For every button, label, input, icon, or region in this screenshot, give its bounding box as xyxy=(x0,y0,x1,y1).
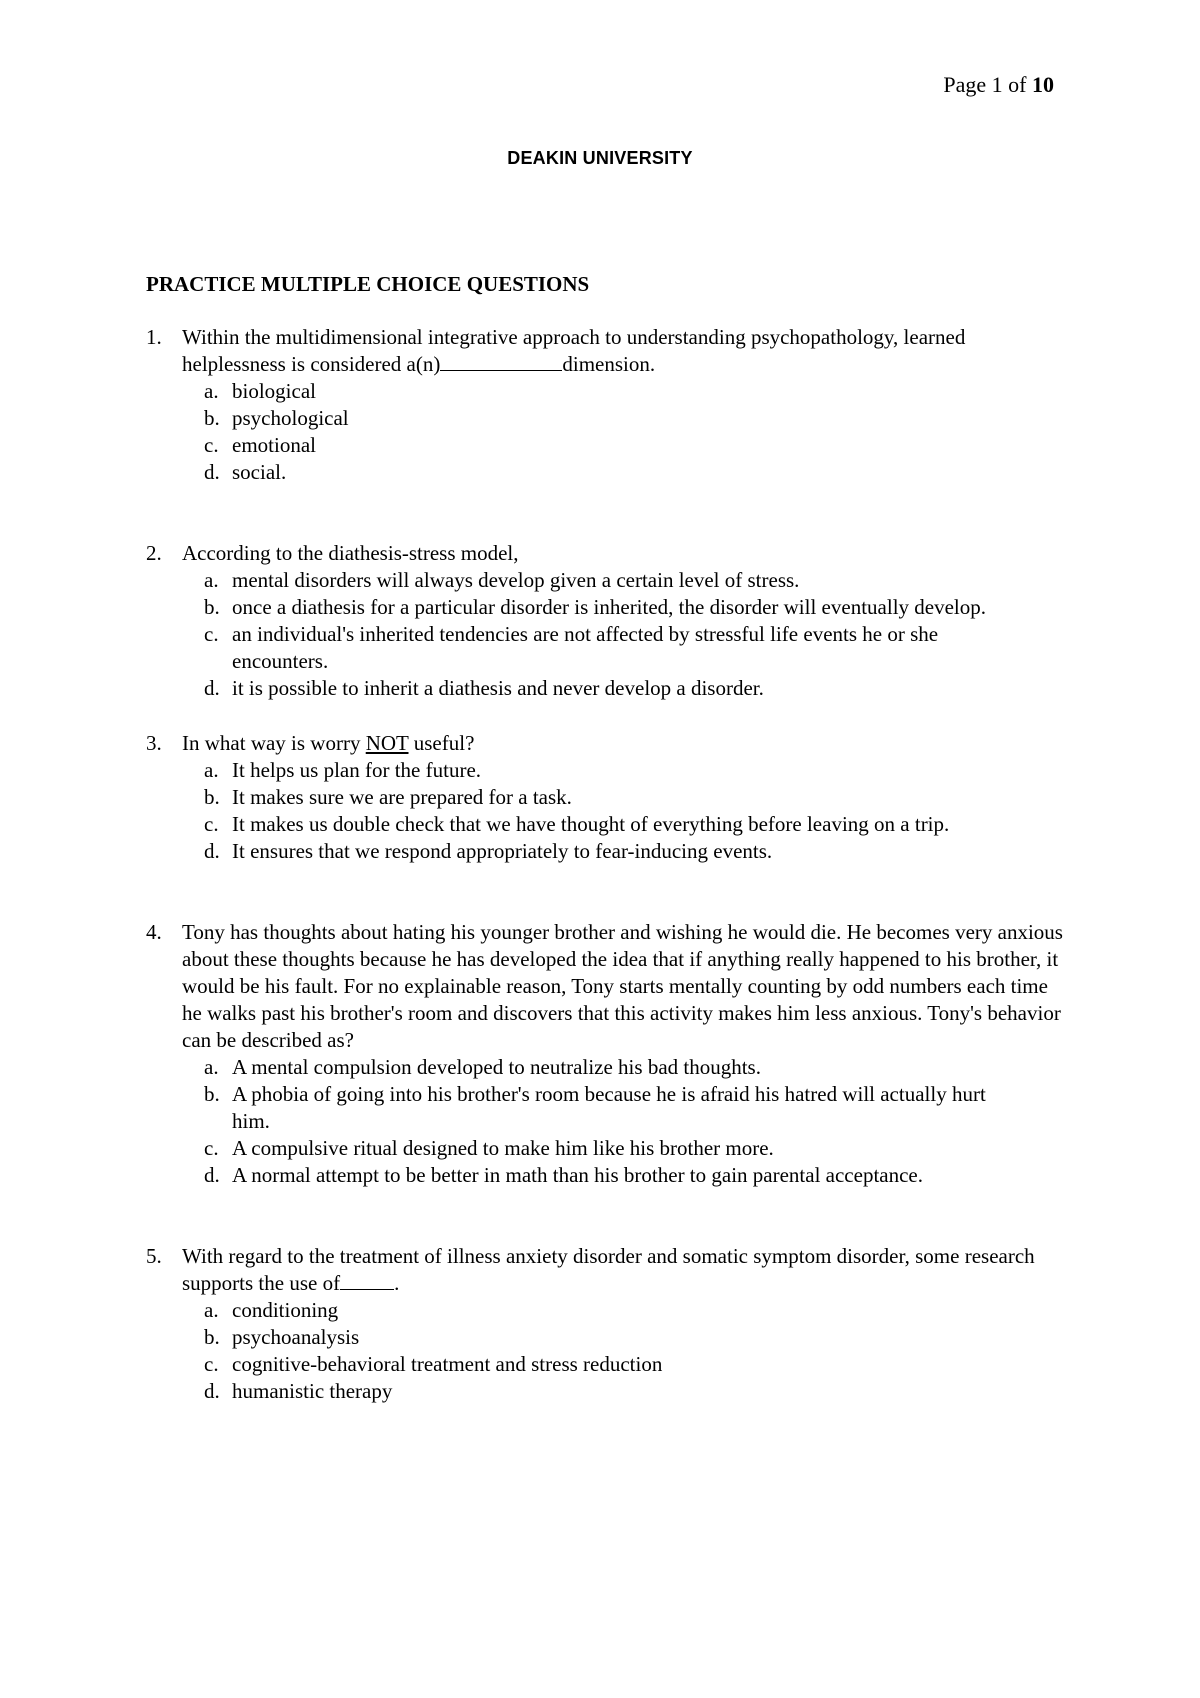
option-letter: a. xyxy=(204,1298,219,1322)
page-label: Page 1 of xyxy=(943,72,1027,97)
question-1 xyxy=(146,324,1066,486)
option-d xyxy=(182,675,1066,702)
option-letter: a. xyxy=(204,758,219,782)
option-letter: b. xyxy=(204,406,220,430)
question-number: 4. xyxy=(146,920,162,944)
option-letter: b. xyxy=(204,1082,220,1106)
option-a xyxy=(182,1054,1066,1081)
option-d xyxy=(182,838,1066,865)
option-text: once a diathesis for a particular disorder is inherited, the disorder will eventually develop. xyxy=(232,595,987,619)
option-a xyxy=(182,757,1066,784)
option-text: A normal attempt to be better in math than his brother to gain parental acceptance. xyxy=(232,1163,924,1187)
emphasis-not: NOT xyxy=(365,731,409,755)
section-title: PRACTICE MULTIPLE CHOICE QUESTIONS xyxy=(146,272,590,296)
question-stem: Within the multidimensional integrative approach to understanding psychopathology, learned helplessness is considered a(n) xyxy=(182,325,966,376)
question-text: According to the diathesis-stress model, xyxy=(182,541,519,565)
question-stem-end: useful? xyxy=(413,731,475,755)
question-number: 3. xyxy=(146,731,162,755)
option-c xyxy=(182,432,1066,459)
option-letter: a. xyxy=(204,568,219,592)
question-2 xyxy=(146,540,1066,702)
option-list xyxy=(182,1297,1066,1405)
question-stem-end: . xyxy=(394,1271,400,1295)
option-d xyxy=(182,1162,1066,1189)
option-letter: d. xyxy=(204,1379,220,1403)
option-letter: d. xyxy=(204,1163,220,1187)
option-text: conditioning xyxy=(232,1298,339,1322)
question-number: 1. xyxy=(146,325,162,349)
option-letter: b. xyxy=(204,785,220,809)
option-text: biological xyxy=(232,379,316,403)
option-c xyxy=(182,621,1066,675)
option-text: It ensures that we respond appropriately to fear-inducing events. xyxy=(232,839,773,863)
option-letter: c. xyxy=(204,812,219,836)
option-text: cognitive-behavioral treatment and stress reduction xyxy=(232,1352,663,1376)
option-text: emotional xyxy=(232,433,316,457)
option-text: It makes us double check that we have thought of everything before leaving on a trip. xyxy=(232,812,950,836)
option-text: humanistic therapy xyxy=(232,1379,393,1403)
page-total: 10 xyxy=(1032,72,1054,97)
option-text: It helps us plan for the future. xyxy=(232,758,482,782)
option-b xyxy=(182,1324,1066,1351)
option-c xyxy=(182,1135,1066,1162)
question-5 xyxy=(146,1243,1066,1405)
option-text: psychological xyxy=(232,406,349,430)
question-text xyxy=(182,324,1066,378)
option-list xyxy=(182,378,1066,486)
option-text: it is possible to inherit a diathesis and never develop a disorder. xyxy=(232,676,764,700)
question-stem-end: dimension. xyxy=(562,352,656,376)
page-number xyxy=(943,72,1054,98)
option-list xyxy=(182,567,1066,702)
option-text: A phobia of going into his brother's room because he is afraid his hatred will actually hurt him. xyxy=(232,1082,986,1133)
option-text: an individual's inherited tendencies are not affected by stressful life events he or she encounters. xyxy=(232,622,939,673)
option-b xyxy=(182,1081,1066,1135)
option-c xyxy=(182,1351,1066,1378)
option-text: social. xyxy=(232,460,287,484)
option-letter: c. xyxy=(204,622,219,646)
option-letter: d. xyxy=(204,839,220,863)
option-letter: c. xyxy=(204,1136,219,1160)
question-text: Tony has thoughts about hating his younger brother and wishing he would die. He becomes very anxious about these thoughts because he has developed the idea that if anything really happened to his brother, it would be his fault. For no explainable reason, Tony starts mentally counting by odd numbers each time he walks past his brother's room and discovers that this activity makes him less anxious. Tony's behavior can be described as? xyxy=(182,920,1063,1052)
question-text xyxy=(182,1243,1066,1297)
option-letter: d. xyxy=(204,676,220,700)
question-4 xyxy=(146,919,1066,1189)
option-b xyxy=(182,594,1066,621)
option-list xyxy=(182,1054,1066,1189)
option-a xyxy=(182,567,1066,594)
option-text: It makes sure we are prepared for a task. xyxy=(232,785,572,809)
question-number: 5. xyxy=(146,1244,162,1268)
option-text: psychoanalysis xyxy=(232,1325,360,1349)
question-text xyxy=(182,730,1066,757)
option-text: A compulsive ritual designed to make him like his brother more. xyxy=(232,1136,774,1160)
option-text: A mental compulsion developed to neutralize his bad thoughts. xyxy=(232,1055,761,1079)
option-letter: c. xyxy=(204,433,219,457)
answer-blank xyxy=(340,1271,394,1290)
question-list xyxy=(146,324,1066,1405)
option-d xyxy=(182,1378,1066,1405)
option-b xyxy=(182,784,1066,811)
question-3 xyxy=(146,730,1066,865)
option-letter: a. xyxy=(204,1055,219,1079)
option-letter: d. xyxy=(204,460,220,484)
option-b xyxy=(182,405,1066,432)
question-stem: With regard to the treatment of illness anxiety disorder and somatic symptom disorder, some research supports the use of xyxy=(182,1244,1035,1295)
option-c xyxy=(182,811,1066,838)
option-text: mental disorders will always develop given a certain level of stress. xyxy=(232,568,800,592)
option-list xyxy=(182,757,1066,865)
question-stem: In what way is worry xyxy=(182,731,361,755)
option-letter: c. xyxy=(204,1352,219,1376)
option-letter: a. xyxy=(204,379,219,403)
option-letter: b. xyxy=(204,595,220,619)
option-d xyxy=(182,459,1066,486)
answer-blank xyxy=(440,352,562,371)
option-a xyxy=(182,378,1066,405)
option-a xyxy=(182,1297,1066,1324)
option-letter: b. xyxy=(204,1325,220,1349)
question-number: 2. xyxy=(146,541,162,565)
university-heading: DEAKIN UNIVERSITY xyxy=(507,148,693,168)
